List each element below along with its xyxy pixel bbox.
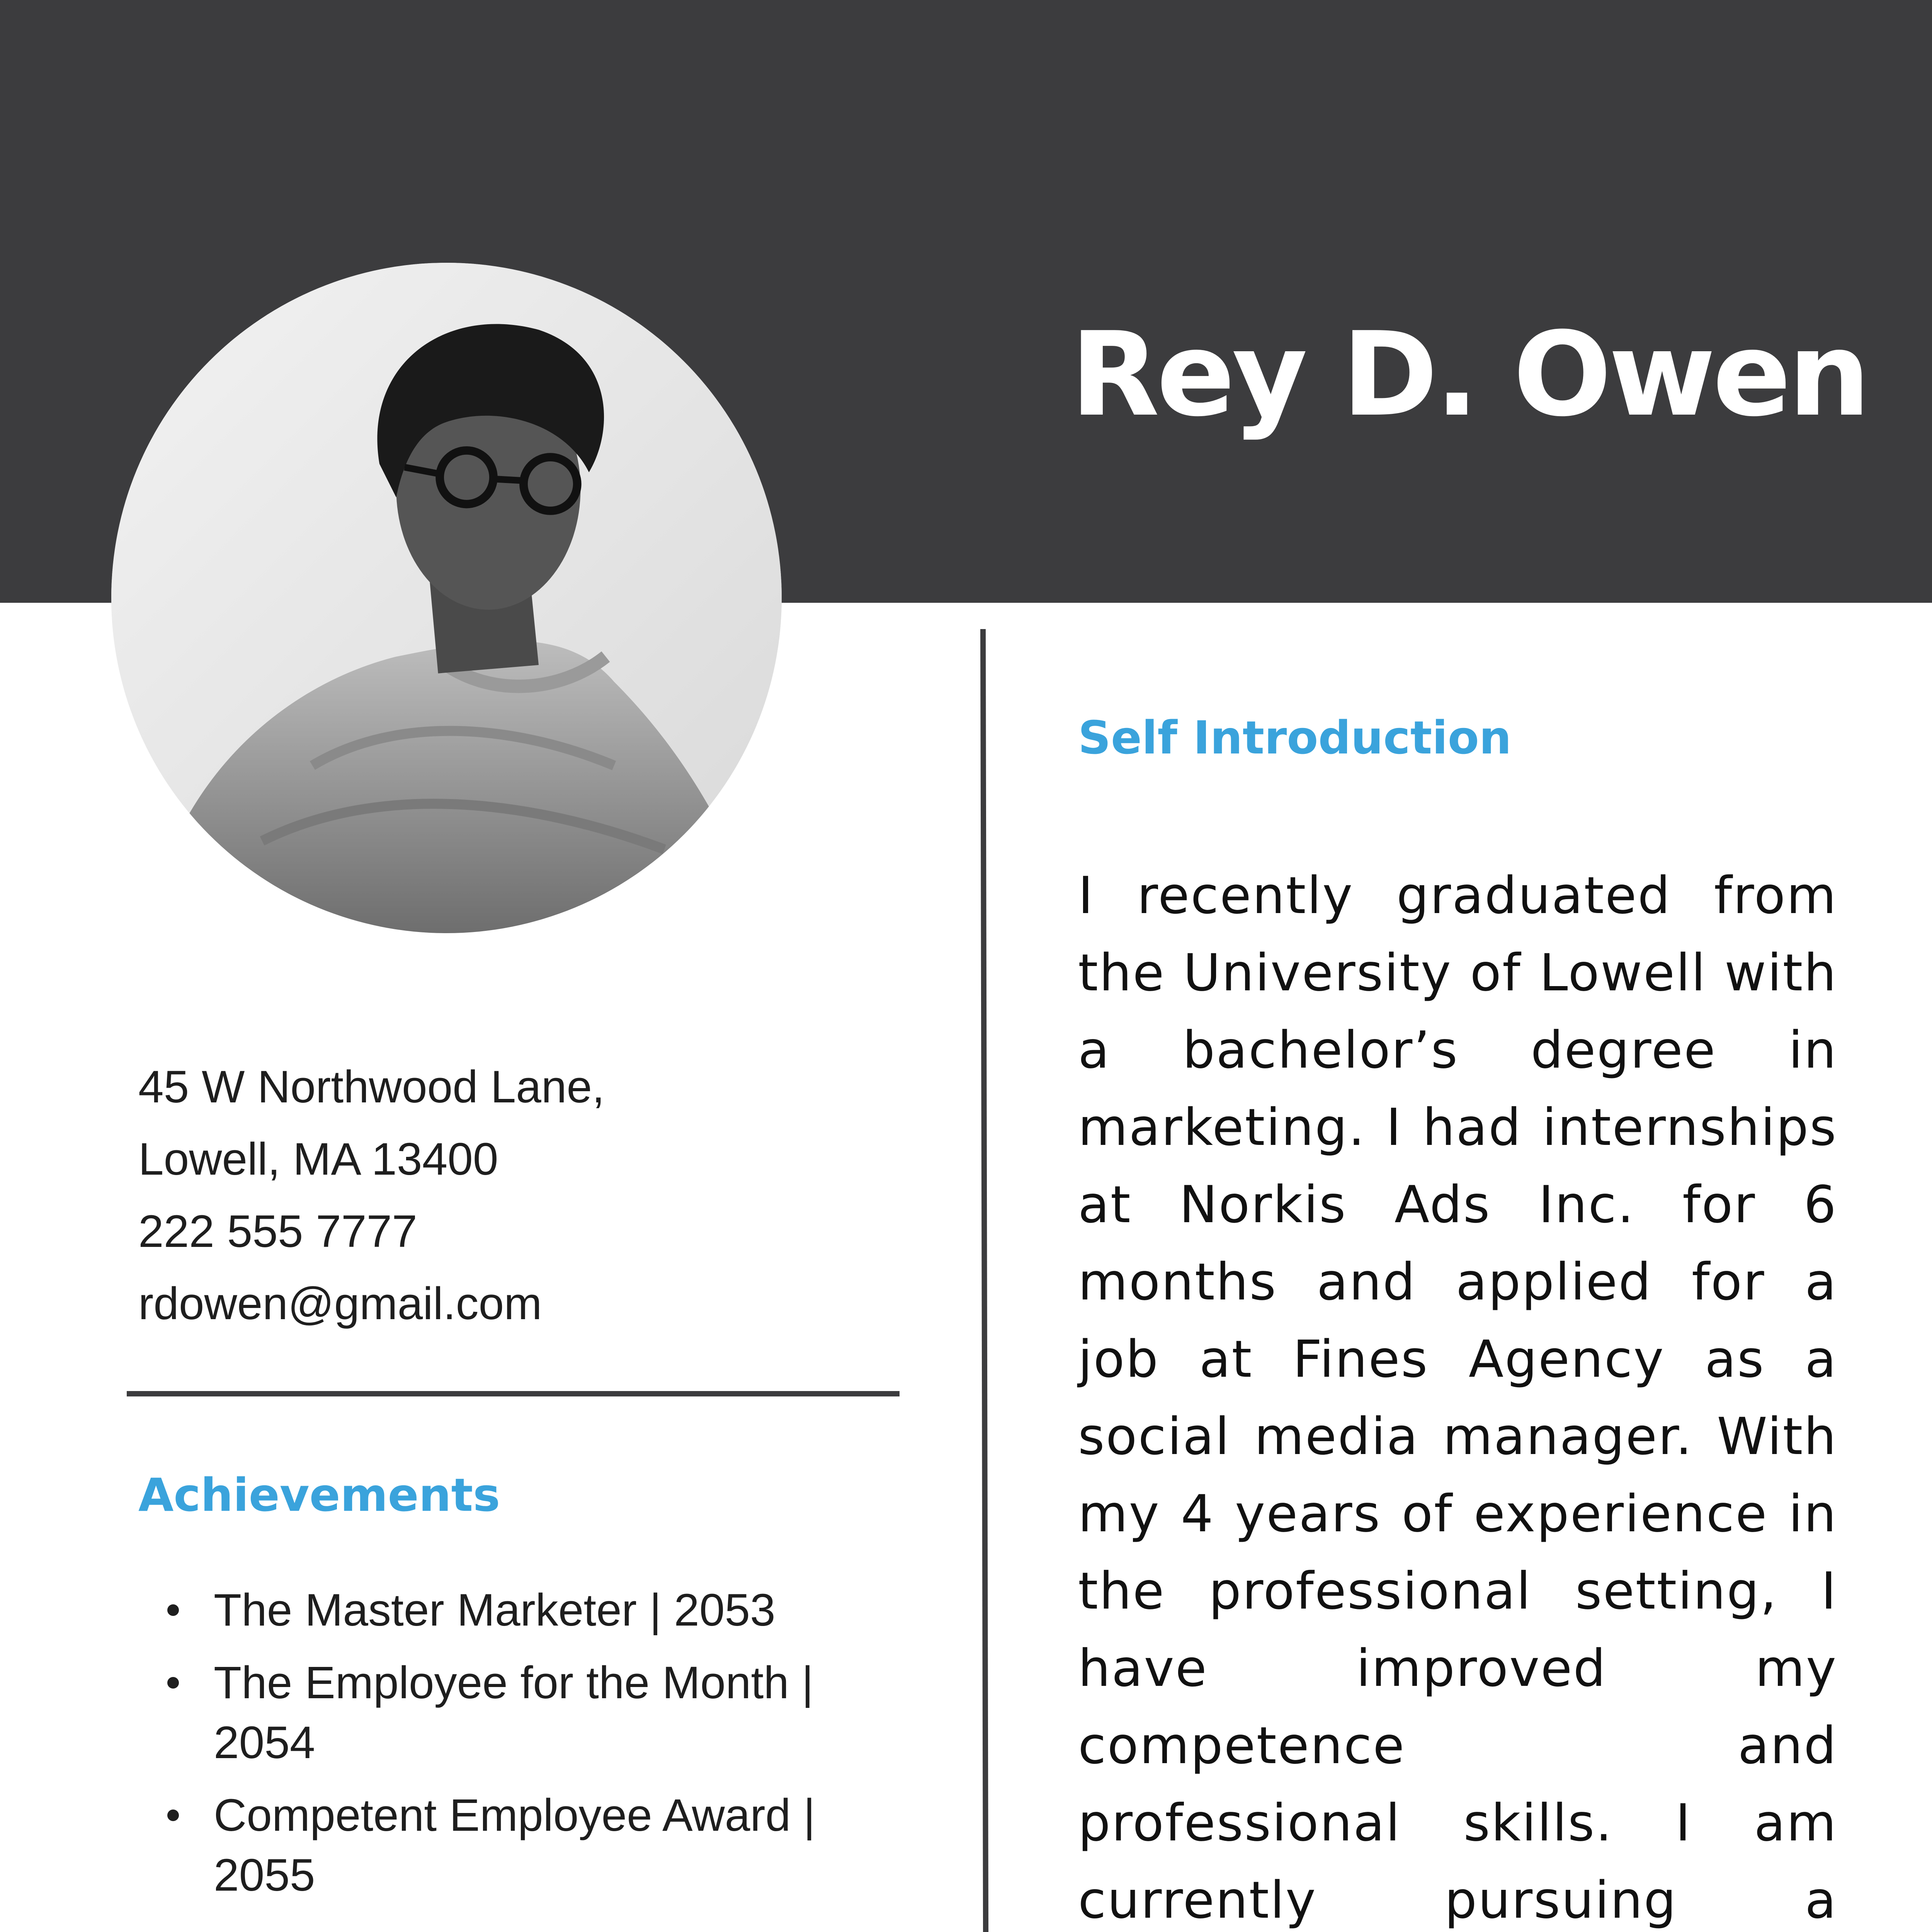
profile-photo (111, 263, 782, 933)
email-address: rdowen@gmail.com (138, 1278, 542, 1329)
phone-number: 222 555 7777 (138, 1206, 417, 1257)
address-line-2: Lowell, MA 13400 (138, 1134, 498, 1185)
self-introduction-body: I recently graduated from the University of Lowell with a bachelor’s degree in marketing. I had internships at Norkis Ads Inc. for 6 months and applied for a job at Fines Agency as a social media manager. With my 4 years of experience in the professional setting, I have improved my competence and professional skills. I am currently pursuing a (1078, 866, 1837, 1930)
divider-contact (127, 1391, 900, 1396)
column-divider (980, 629, 990, 1932)
address-line-1: 45 W Northwood Lane, (138, 1061, 605, 1112)
achievements-heading: Achievements (138, 1468, 500, 1522)
candidate-name: Rey D. Owen (1070, 307, 1868, 442)
self-introduction-heading: Self Introduction (1078, 711, 1512, 764)
achievements-list (138, 1580, 892, 1918)
contact-block (138, 1051, 872, 1340)
list-item: The Employee for the Month | 2054 (138, 1653, 892, 1773)
list-item: Competent Employee Award | 2055 (138, 1786, 892, 1905)
list-item: The Master Marketer | 2053 (138, 1580, 892, 1640)
portrait-illustration (111, 263, 782, 933)
